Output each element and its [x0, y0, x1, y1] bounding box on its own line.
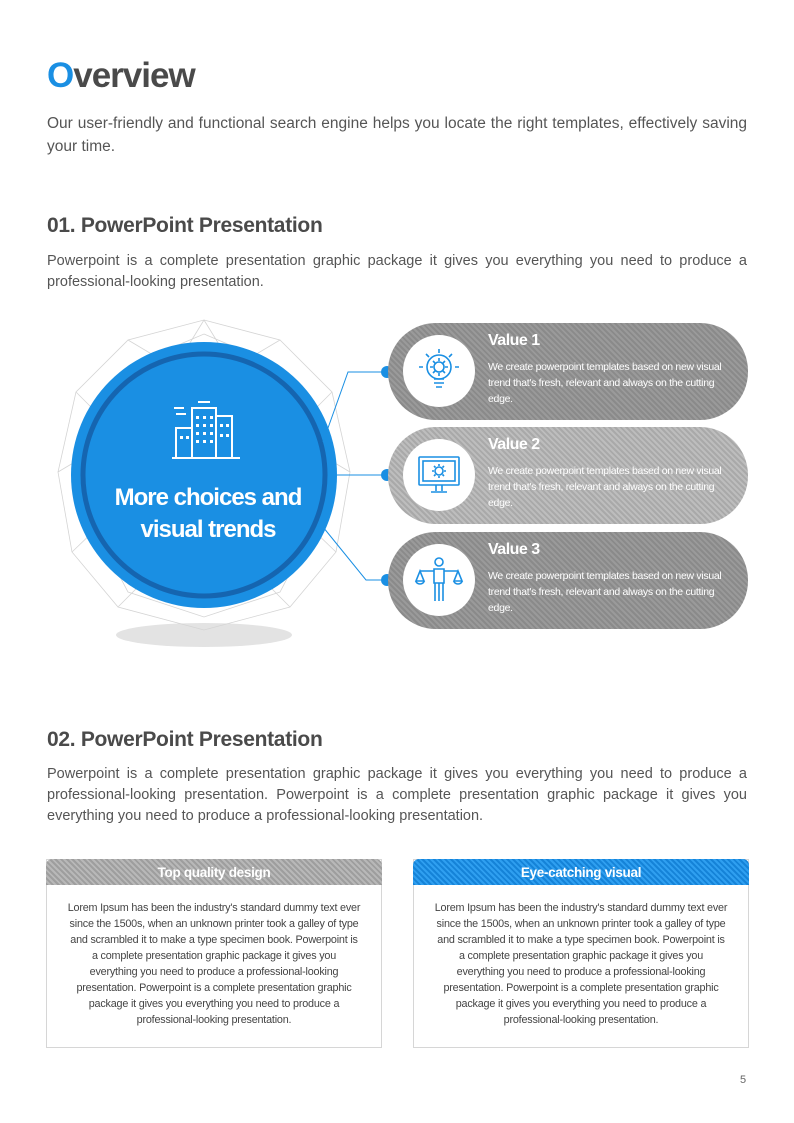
- person-scales-icon: [403, 544, 475, 616]
- page-title: Overview: [47, 56, 195, 95]
- feature-card-visual: [413, 859, 749, 1048]
- value-title: Value 3: [488, 541, 540, 558]
- value-description: We create powerpoint templates based on new visual trend that's fresh, relevant and always on the cutting edge.: [488, 570, 722, 614]
- section2-heading: 02. PowerPoint Presentation: [47, 728, 323, 751]
- intro-paragraph: Our user-friendly and functional search engine helps you locate the right templates, effectively saving your time.: [47, 115, 747, 155]
- value-card-2: [388, 427, 748, 524]
- value-description: We create powerpoint templates based on new visual trend that's fresh, relevant and always on the cutting edge.: [488, 465, 722, 509]
- section2-paragraph: Powerpoint is a complete presentation graphic package it gives you everything you need to produce a professional-looking presentation. Powerpoint is a complete presentation graphic package it gives you everything you need to produce a professional-looking presentation.: [47, 766, 747, 824]
- value-card-3: [388, 532, 748, 629]
- center-label: More choices and visual trends: [114, 484, 302, 543]
- lightbulb-gear-icon: [403, 335, 475, 407]
- section1-heading: 01. PowerPoint Presentation: [47, 214, 323, 237]
- monitor-gear-icon: [403, 439, 475, 511]
- value-title: Value 1: [488, 332, 540, 349]
- card-body: Lorem Ipsum has been the industry's standard dummy text ever since the 1500s, when an unknown printer took a galley of type and scrambled it to make a type specimen book. Powerpoint is a complete presentation graphic package it gives you everything you need to produce a professional-looking presentation. Powerpoint is a complete presentation graphic package it gives you everything you need to produce a professional-looking presentation.: [67, 902, 361, 1026]
- card-title: Eye-catching visual: [413, 859, 749, 885]
- feature-card-quality: [46, 859, 382, 1048]
- value-description: We create powerpoint templates based on new visual trend that's fresh, relevant and always on the cutting edge.: [488, 361, 722, 405]
- values-infographic: [40, 312, 760, 662]
- page-number: 5: [740, 1074, 747, 1086]
- card-body: Lorem Ipsum has been the industry's standard dummy text ever since the 1500s, when an unknown printer took a galley of type and scrambled it to make a type specimen book. Powerpoint is a complete presentation graphic package it gives you everything you need to produce a professional-looking presentation. Powerpoint is a complete presentation graphic package it gives you everything you need to produce a professional-looking presentation.: [434, 902, 728, 1026]
- value-title: Value 2: [488, 436, 540, 453]
- section1-paragraph: Powerpoint is a complete presentation graphic package it gives you everything you need to produce a professional-looking presentation.: [47, 253, 747, 290]
- card-title: Top quality design: [46, 859, 382, 885]
- value-card-1: [388, 323, 748, 420]
